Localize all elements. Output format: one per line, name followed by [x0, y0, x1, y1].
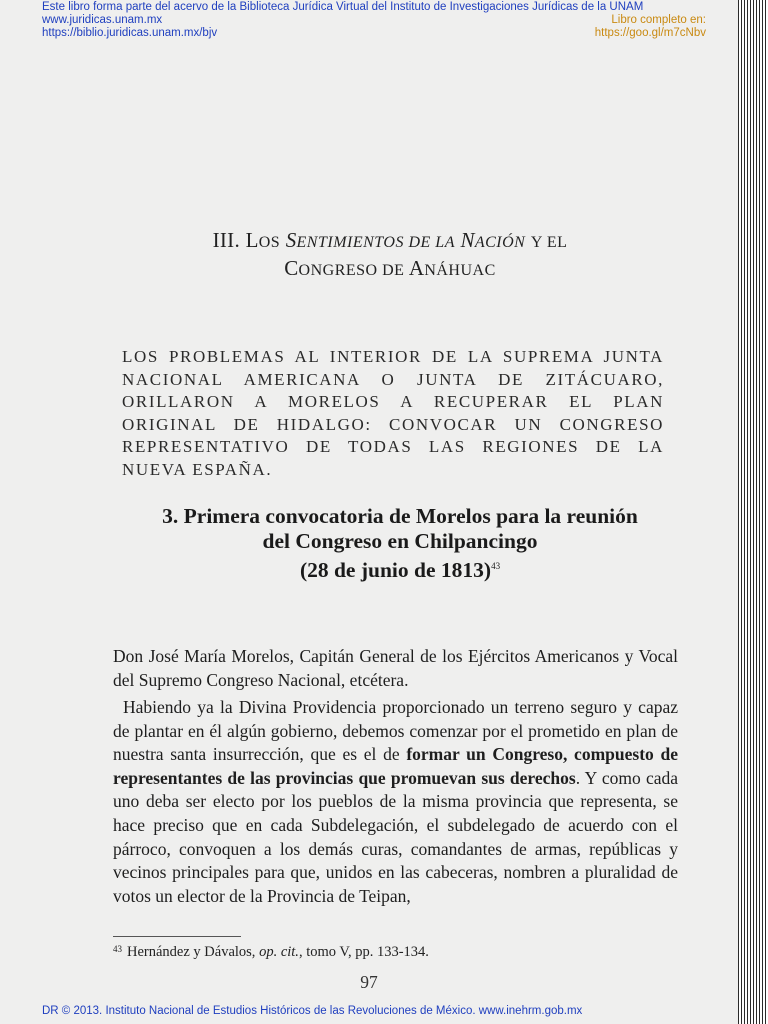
full-book-label: Libro completo en:	[611, 14, 706, 26]
chapter-title-line1	[110, 228, 670, 253]
chapter-word-rest: NÁHUAC	[424, 262, 496, 279]
paragraph-2-text-end: . Y como cada uno deba ser electo por los pueblos de la misma provincia que representa, se hace preciso que en cada Subdelegación, el subdelegado de acuerdo con el párroco, convoquen a los demás curas, comandantes de armas, repúblicas y vecinos principales para que, unidos en las cabeceras, nombren a pluralidad de votos un elector de la Provincia de Teipan,	[113, 767, 678, 906]
paragraph-2-text: Habiendo ya la Divina Providencia proporcionado un terreno seguro y capaz de plantar en él algún gobierno, debemos comenzar por el prometido en plan de nuestra santa insurrección, que es el de	[113, 697, 678, 765]
chapter-word-initial: N	[460, 228, 475, 252]
paragraph-2-emphasis: formar un Congreso, compuesto de representantes de las provincias que promuevan sus derechos	[113, 744, 678, 788]
page-edge-decoration	[738, 0, 768, 1024]
footnote	[113, 940, 678, 961]
section-date: (28 de junio de 1813)	[299, 558, 492, 582]
footer-copyright: DR © 2013. Instituto Nacional de Estudios Históricos de las Revoluciones de México.	[42, 1005, 476, 1017]
footnote-details: , tomo V, pp. 133-134.	[298, 944, 429, 960]
full-book-link[interactable]: https://goo.gl/m7cNbv	[594, 27, 706, 39]
footnote-divider	[113, 936, 241, 937]
inehrm-link[interactable]: www.inehrm.gob.mx	[478, 1005, 583, 1017]
chapter-title-line2	[110, 256, 670, 281]
footer	[42, 1005, 738, 1018]
bjv-link[interactable]: https://biblio.juridicas.unam.mx/bjv	[42, 27, 218, 39]
chapter-word-rest: Y EL	[530, 234, 568, 251]
paragraph-1: Don José María Morelos, Capitán General de los Ejércitos Americanos y Vocal del Supremo Congreso Nacional, etcétera.	[113, 646, 678, 690]
chapter-word-initial: S	[285, 228, 297, 252]
section-title-line1: 3. Primera convocatoria de Morelos para la reunión	[162, 504, 638, 528]
header-notice: Este libro forma parte del acervo de la Biblioteca Jurídica Virtual del Instituto de Investigaciones Jurídicas de la UNAM	[42, 1, 644, 13]
chapter-word-initial: A	[408, 256, 425, 280]
paragraph-2	[113, 696, 678, 908]
section-title-line3	[100, 554, 700, 583]
chapter-word-rest: OS	[258, 234, 281, 251]
footnote-number: 43	[113, 944, 122, 954]
footnote-author: Hernández y Dávalos,	[127, 944, 256, 960]
footnote-ref: op. cit.	[259, 944, 299, 960]
header-right	[595, 14, 706, 40]
chapter-word-initial: C	[284, 256, 299, 280]
chapter-word-rest: ACIÓN	[474, 234, 526, 251]
footnote-reference[interactable]: 43	[491, 561, 501, 571]
page-number: 97	[360, 972, 378, 992]
chapter-word-rest: ENTIMIENTOS DE LA	[296, 234, 455, 251]
chapter-summary: LOS PROBLEMAS AL INTERIOR DE LA SUPREMA JUNTA NACIONAL AMERICANA O JUNTA DE ZITÁCUARO, ORILLARON A MORELOS A RECUPERAR EL PLAN ORIGINAL DE HIDALGO: CONVOCAR UN CONGRESO REPRESENTATIVO DE TODAS LAS REGIONES DE LA NUEVA ESPAÑA.	[122, 347, 664, 479]
chapter-word-rest: ONGRESO DE	[298, 262, 405, 279]
chapter-word-initial: L	[245, 228, 259, 252]
juridicas-link[interactable]: www.juridicas.unam.mx	[42, 14, 163, 26]
section-title-line2: del Congreso en Chilpancingo	[262, 529, 538, 553]
chapter-number: III.	[212, 228, 240, 252]
